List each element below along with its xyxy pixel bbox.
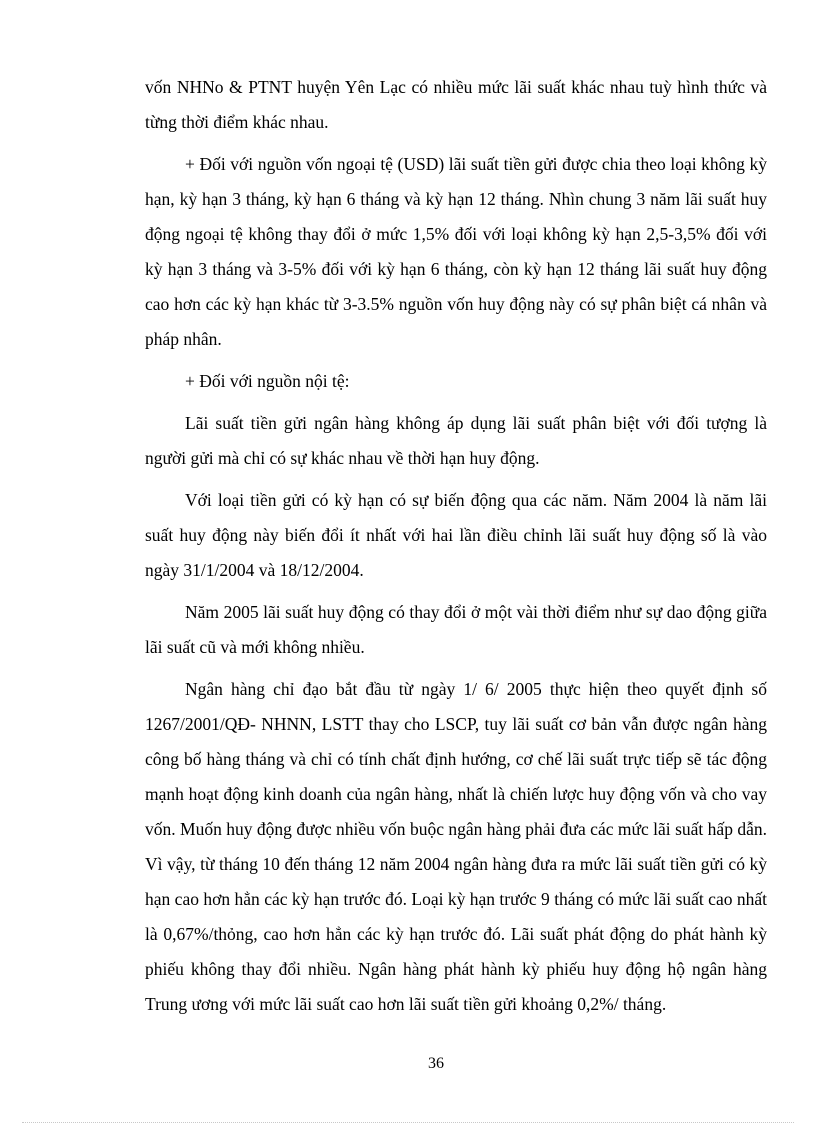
page-number: 36	[428, 1055, 444, 1072]
paragraph-continuation: vốn NHNo & PTNT huyện Yên Lạc có nhiều mức lãi suất khác nhau tuỳ hình thức và từng thời điểm khác nhau.	[145, 77, 767, 132]
paragraph-local-currency-heading: + Đối với nguồn nội tệ:	[185, 371, 350, 391]
body-text	[145, 70, 767, 1029]
paragraph-deposit-rate: Lãi suất tiền gửi ngân hàng không áp dụng lãi suất phân biệt với đối tượng là người gửi mà chỉ có sự khác nhau về thời hạn huy động.	[145, 413, 767, 468]
paragraph-bank-directive: Ngân hàng chỉ đạo bắt đầu từ ngày 1/ 6/ 2005 thực hiện theo quyết định số 1267/2001/QĐ- NHNN, LSTT thay cho LSCP, tuy lãi suất cơ bản vẫn được ngân hàng công bố hàng tháng và chỉ có tính chất định hướng, cơ chế lãi suất trực tiếp sẽ tác động mạnh hoạt động kinh doanh của ngân hàng, nhất là chiến lược huy động vốn và cho vay vốn. Muốn huy động được nhiều vốn buộc ngân hàng phải đưa các mức lãi suất hấp dẫn. Vì vậy, từ tháng 10 đến tháng 12 năm 2004 ngân hàng đưa ra mức lãi suất tiền gửi có kỳ hạn cao hơn hẳn các kỳ hạn trước đó. Loại kỳ hạn trước 9 tháng có mức lãi suất cao nhất là 0,67%/thỏng, cao hơn hẳn các kỳ hạn trước đó. Lãi suất phát động do phát hành kỳ phiếu không thay đổi nhiều. Ngân hàng phát hành kỳ phiếu huy động hộ ngân hàng Trung ương với mức lãi suất cao hơn lãi suất tiền gửi khoảng 0,2%/ tháng.	[145, 679, 767, 1014]
paragraph-term-deposit-2004: Với loại tiền gửi có kỳ hạn có sự biến động qua các năm. Năm 2004 là năm lãi suất huy động này biến đổi ít nhất với hai lần điều chỉnh lãi suất huy động số là vào ngày 31/1/2004 và 18/12/2004.	[145, 490, 767, 580]
paragraph-foreign-currency: + Đối với nguồn vốn ngoại tệ (USD) lãi suất tiền gửi được chia theo loại không kỳ hạn, kỳ hạn 3 tháng, kỳ hạn 6 tháng và kỳ hạn 12 tháng. Nhìn chung 3 năm lãi suất huy động ngoại tệ không thay đổi ở mức 1,5% đối với loại không kỳ hạn 2,5-3,5% đối với kỳ hạn 3 tháng và 3-5% đối với kỳ hạn 6 tháng, còn kỳ hạn 12 tháng lãi suất huy động cao hơn các kỳ hạn khác từ 3-3.5% nguồn vốn huy động này có sự phân biệt cá nhân và pháp nhân.	[145, 154, 767, 349]
paragraph-2005: Năm 2005 lãi suất huy động có thay đổi ở một vài thời điểm như sự dao động giữa lãi suất cũ và mới không nhiều.	[145, 602, 767, 657]
